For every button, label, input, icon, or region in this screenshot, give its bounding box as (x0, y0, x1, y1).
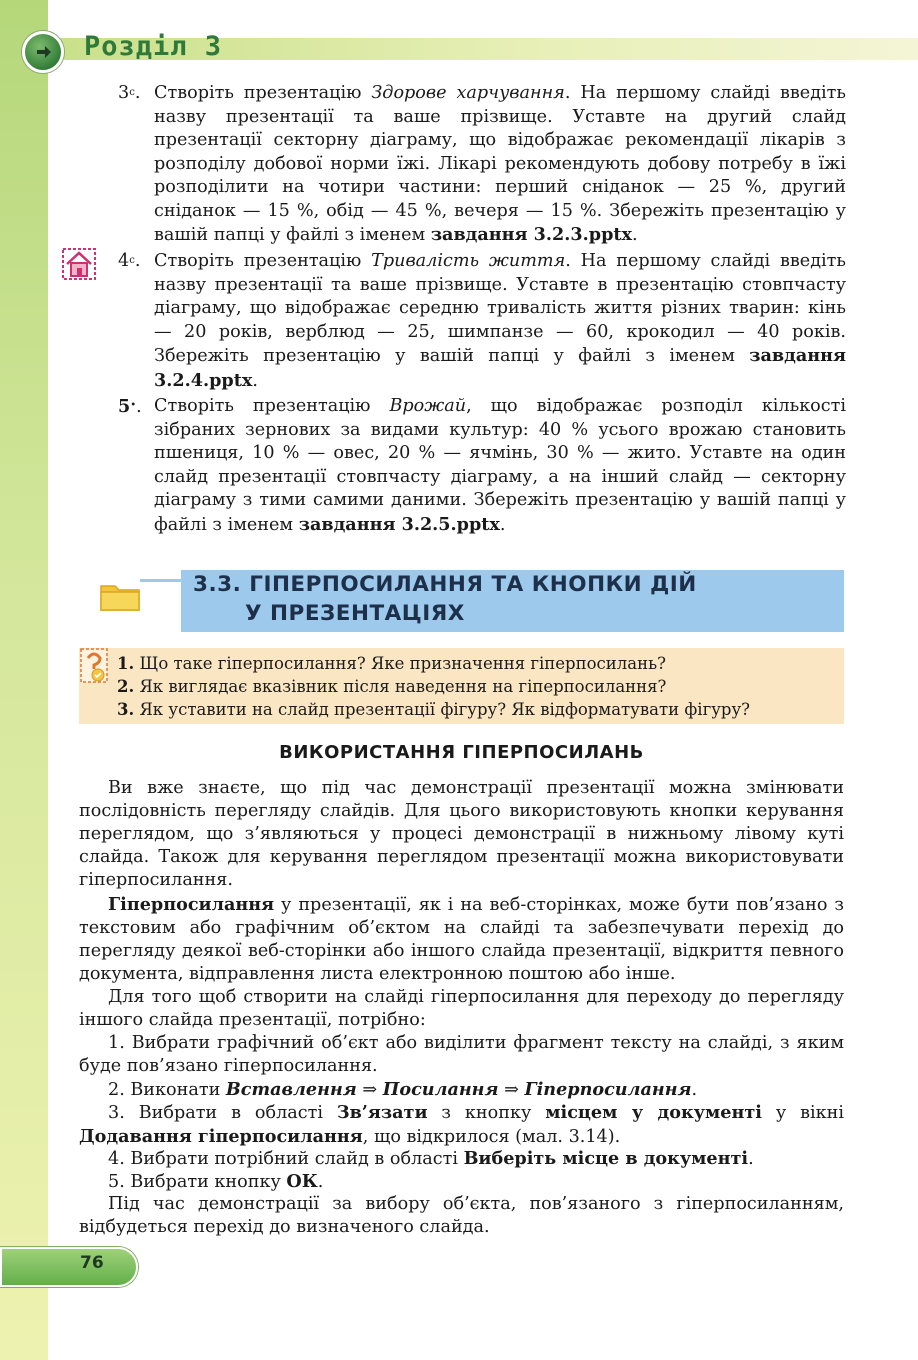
paragraph: Під час демонстрації за вибору об’єкта, пов’язаного з гіперпосиланням, відбудеться перехід до визначеного слайда. (79, 1194, 844, 1237)
question-mark-icon (80, 648, 110, 684)
folder-icon (98, 578, 142, 612)
paragraph: Гіперпосилання у презентації, як і на веб-сторінках, може бути пов’язано з текстовим або графічним об’єктом на слайді та забезпечувати перехід до перегляду деякої веб-сторінки або іншого слайда презентації, відкриття певного документа, відправлення листа електронною поштою або інше. (79, 894, 844, 984)
section-title-line2: У ПРЕЗЕНТАЦІЯХ (245, 601, 465, 626)
question-item: 3. Як уставити на слайд презентації фігуру? Як відформатувати фігуру? (117, 700, 751, 719)
step-item: 5. Вибрати кнопку ОК. (108, 1171, 324, 1192)
paragraph: Для того щоб створити на слайді гіперпосилання для переходу до перегляду іншого слайда презентації, потрібно: (79, 987, 844, 1030)
section-header (181, 570, 844, 632)
task-text: Створіть презентацію Здорове харчування. На першому слайді введіть назву презентації та ваше прізвище. Уставте на другий слайд презентації секторну діаграму, що відображає рекомендації лікарів з розподілу добової норми їжі. Лікарі рекомендують добову потребу в їжі розподілити на чотири частини: перший сніданок — 25 %, другий сніданок — 15 %, обід — 45 %, вечеря — 15 %. Збережіть презентацію у вашій папці у файлі з іменем завдання 3.2.3.pptx. (154, 83, 846, 245)
page-number: 76 (80, 1253, 104, 1273)
review-questions-box (79, 648, 844, 724)
section-connector-line (140, 579, 182, 582)
arrow-right-icon (35, 43, 53, 61)
task-number: $3^с$. (118, 83, 141, 103)
task-number: 5•. (118, 396, 142, 417)
step-item: 4. Вибрати потрібний слайд в області Виберіть місце в документі. (108, 1148, 754, 1169)
question-item: 1. Що таке гіперпосилання? Яке призначення гіперпосилань? (117, 654, 666, 673)
subheading: ВИКОРИСТАННЯ ГІПЕРПОСИЛАНЬ (279, 742, 644, 763)
side-color-strip (0, 0, 48, 1360)
page-number-tab (0, 1247, 138, 1287)
step-item: 1. Вибрати графічний об’єкт або виділити фрагмент тексту на слайді, з яким буде пов’язано гіперпосилання. (79, 1033, 844, 1076)
step-item: 2. Виконати Вставлення ⇒ Посилання ⇒ Гіперпосилання. (108, 1079, 698, 1100)
home-task-icon (62, 248, 96, 280)
paragraph: Ви вже знаєте, що під час демонстрації презентації можна змінювати послідовність перегляду слайдів. Для цього використовують кнопки керування переглядом, що з’являються у процесі демонстрації в нижньому лівому куті слайда. Також для керування переглядом презентації можна використовувати гіперпосилання. (79, 778, 844, 890)
section-title: 3.3. ГІПЕРПОСИЛАННЯ ТА КНОПКИ ДІЙ (193, 572, 697, 597)
task-item (118, 250, 846, 393)
chapter-badge (22, 31, 64, 73)
task-number: $4^с$. (118, 251, 141, 271)
task-text: Створіть презентацію Врожай, що відображає розподіл кількості зібраних зернових за видами культур: 40 % усього врожаю становить пшениця, 10 % — овес, 20 % — ячмінь, 30 % — жито. Уставте на один слайд презентації стовпчасту діаграму, а на інший слайд — секторну діаграму з тими самими даними. Збережіть презентацію у вашій папці у файлі з іменем завдання 3.2.5.pptx. (154, 396, 846, 535)
task-text: Створіть презентацію Тривалість життя. На першому слайді введіть назву презентації та ваше прізвище. Уставте в презентацію стовпчасту діаграму, що відображає середню тривалість життя різних тварин: кінь — 20 років, верблюд — 25, шимпанзе — 60, крокодил — 40 років. Збережіть презентацію у вашій папці у файлі з іменем завдання 3.2.4.pptx. (154, 251, 846, 391)
question-item: 2. Як виглядає вказівник після наведення на гіперпосилання? (117, 677, 667, 696)
step-item: 3. Вибрати в області Зв’язати з кнопку місцем у документі у вікні Додавання гіперпосилання, що відкрилося (мал. 3.14). (79, 1102, 844, 1147)
chapter-title: Розділ 3 (84, 31, 223, 62)
task-item (118, 395, 846, 537)
task-item (118, 82, 846, 248)
